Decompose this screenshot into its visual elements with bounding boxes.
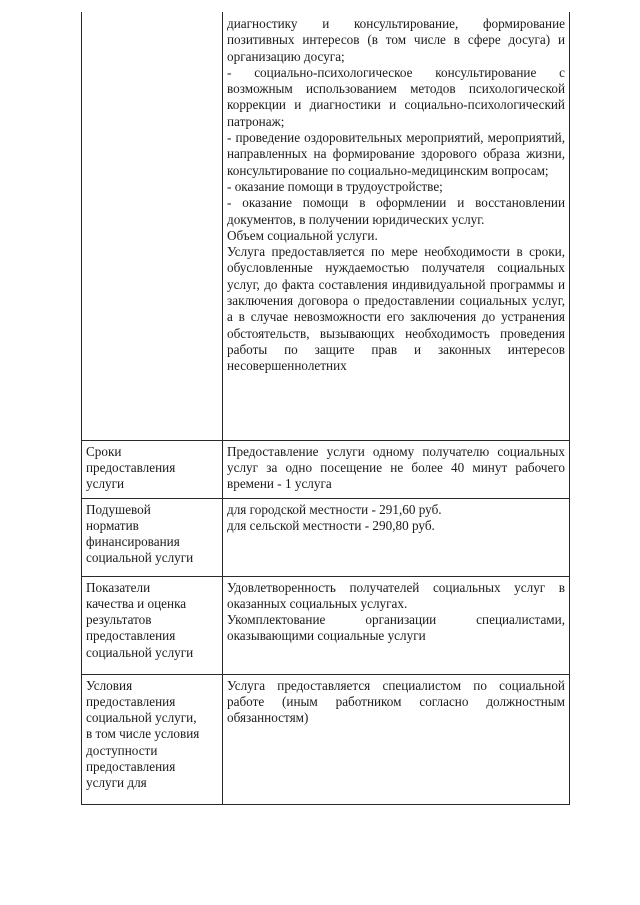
table-row-financing-standard (82, 498, 570, 576)
row-content-cell (223, 440, 570, 498)
row-content-cell (223, 498, 570, 576)
row-content-cell (223, 12, 570, 440)
row-label-cell (82, 498, 223, 576)
content-paragraph: для сельской местности - 290,80 руб. (227, 517, 435, 533)
row-label-line: результатов (86, 612, 152, 628)
row-label-line: услуги для (86, 775, 147, 791)
row-label-line: предоставления (86, 459, 176, 475)
content-paragraph: Объем социальной услуги. (227, 227, 378, 243)
content-paragraph: Услуга предоставляется специалистом по социальной работе (иным работником согласно должностным обязанностям) (227, 677, 565, 726)
content-paragraph: для городской местности - 291,60 руб. (227, 501, 442, 517)
row-label-line: социальной услуги (86, 550, 194, 566)
table-row-continuation (82, 12, 570, 440)
row-label-line: норматив (86, 517, 139, 533)
row-label-line: социальной услуги (86, 644, 194, 660)
row-label-cell (82, 576, 223, 674)
row-label-line: Условия (86, 677, 133, 693)
row-label-cell (82, 440, 223, 498)
content-paragraph: - оказание помощи в трудоустройстве; (227, 178, 443, 194)
content-paragraph: Предоставление услуги одному получателю социальных услуг за одно посещение не более 40 минут рабочего времени - 1 услуга (227, 443, 565, 492)
row-label-line: качества и оценка (86, 595, 187, 611)
table-row-provision-conditions (82, 674, 570, 804)
row-label-cell (82, 12, 223, 440)
row-label-line: в том числе условия (86, 726, 200, 742)
row-label-line: социальной услуги, (86, 710, 197, 726)
content-paragraph: - социально-психологическое консультирование с возможным использованием методов психологической коррекции и диагностики и социально-психологический патронаж; (227, 64, 565, 129)
row-label-line: доступности (86, 742, 158, 758)
row-label-line: предоставления (86, 628, 176, 644)
row-content-cell (223, 674, 570, 804)
content-paragraph: - оказание помощи в оформлении и восстановлении документов, в получении юридических услуг. (227, 195, 565, 227)
row-label-line: услуги (86, 476, 125, 492)
row-label-line: предоставления (86, 693, 176, 709)
row-label-line: Показатели (86, 579, 151, 595)
content-paragraph: диагностику и консультирование, формирование позитивных интересов (в том числе в сфере досуга) и организацию досуга; (227, 16, 565, 64)
content-paragraph: Укомплектование организации специалистами, оказывающими социальные услуги (227, 612, 565, 644)
row-label-line: финансирования (86, 534, 180, 550)
row-label-line: Сроки (86, 443, 122, 459)
service-standard-table (81, 12, 570, 805)
content-paragraph: - проведение оздоровительных мероприятий, мероприятий, направленных на формирование здорового образа жизни, консультирование по социально-медицинским вопросам; (227, 130, 565, 178)
row-label-line: предоставления (86, 758, 176, 774)
content-paragraph: Услуга предоставляется по мере необходимости в сроки, обусловленные нуждаемостью получателя социальных услуг, до факта составления индивидуальной программы и заключения договора о предоставлении социальных услуг, а в случае невозможности его заключения до устранения обстоятельств, вызывающих необходимость проведения работы по защите прав и законных интересов несовершеннолетних (227, 244, 565, 374)
row-label-line: Подушевой (86, 501, 151, 517)
row-label-cell (82, 674, 223, 804)
row-content-cell (223, 576, 570, 674)
table-row-service-terms (82, 440, 570, 498)
table-row-quality-indicators (82, 576, 570, 674)
content-paragraph: Удовлетворенность получателей социальных услуг в оказанных социальных услугах. (227, 579, 565, 611)
